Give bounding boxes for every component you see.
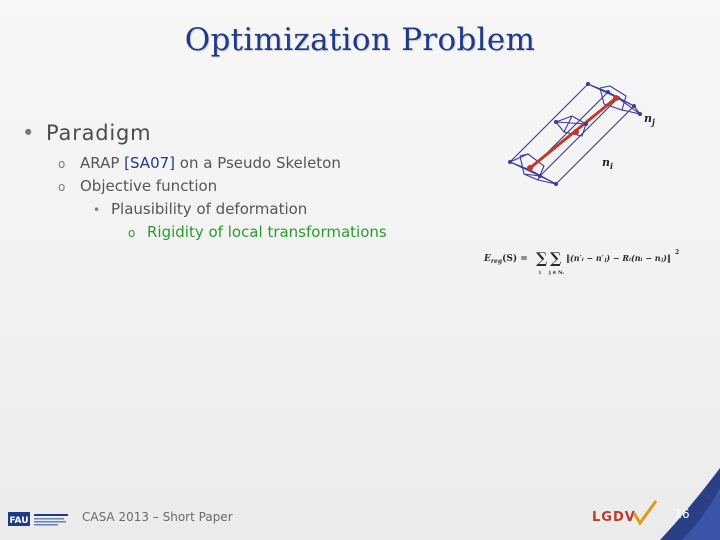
label-nj: $n_j$ [644, 112, 655, 127]
energy-formula [482, 243, 682, 277]
bullet-text: Objective function [80, 177, 218, 195]
svg-text:FAU: FAU [9, 516, 29, 526]
formula-lhs: $E_{reg}(S)$ = [484, 254, 528, 265]
bullet-plausibility [93, 200, 307, 218]
formula-exponent: 2 [675, 249, 680, 256]
bullet-text: Paradigm [46, 121, 152, 145]
citation-link[interactable]: [SA07] [124, 154, 176, 172]
bullet-marker: o [58, 180, 66, 194]
node-mid-marker [573, 129, 579, 135]
bullet-text: Rigidity of local transformations [147, 223, 387, 241]
node-j-marker [613, 95, 619, 101]
bullet-marker: o [58, 157, 66, 171]
bullet-paradigm [22, 121, 151, 145]
corner-decoration [620, 468, 720, 540]
fau-logo [8, 510, 70, 528]
slide-title: Optimization Problem [184, 22, 536, 58]
footer-text: CASA 2013 – Short Paper [82, 510, 233, 524]
bullet-arap [58, 154, 341, 172]
bullet-rigidity [128, 223, 387, 241]
bullet-text: Plausibility of deformation [111, 200, 308, 218]
bullet-text-post: on a Pseudo Skeleton [175, 154, 341, 172]
formula-body: ‖(n′ᵢ − n′ⱼ) − Rᵢ(nᵢ − nⱼ)‖ [566, 253, 671, 263]
bullet-marker: • [93, 203, 101, 217]
sum-index-j: j ∈ Nᵢ [549, 270, 564, 276]
skeleton-wireframe-figure [500, 74, 676, 210]
node-i-marker [527, 165, 533, 171]
sum-index-i: i [539, 270, 541, 276]
bullet-marker: • [22, 121, 36, 145]
page-number: 16 [674, 507, 690, 521]
bullet-marker: o [128, 226, 136, 240]
label-ni: $n_i$ [602, 156, 614, 171]
bullet-text-pre: ARAP [80, 154, 125, 172]
sum-symbol-j: ∑ [550, 249, 562, 267]
svg-text:LGDV: LGDV [592, 510, 636, 525]
sum-symbol-i: ∑ [536, 249, 548, 267]
bullet-objective [58, 177, 217, 195]
